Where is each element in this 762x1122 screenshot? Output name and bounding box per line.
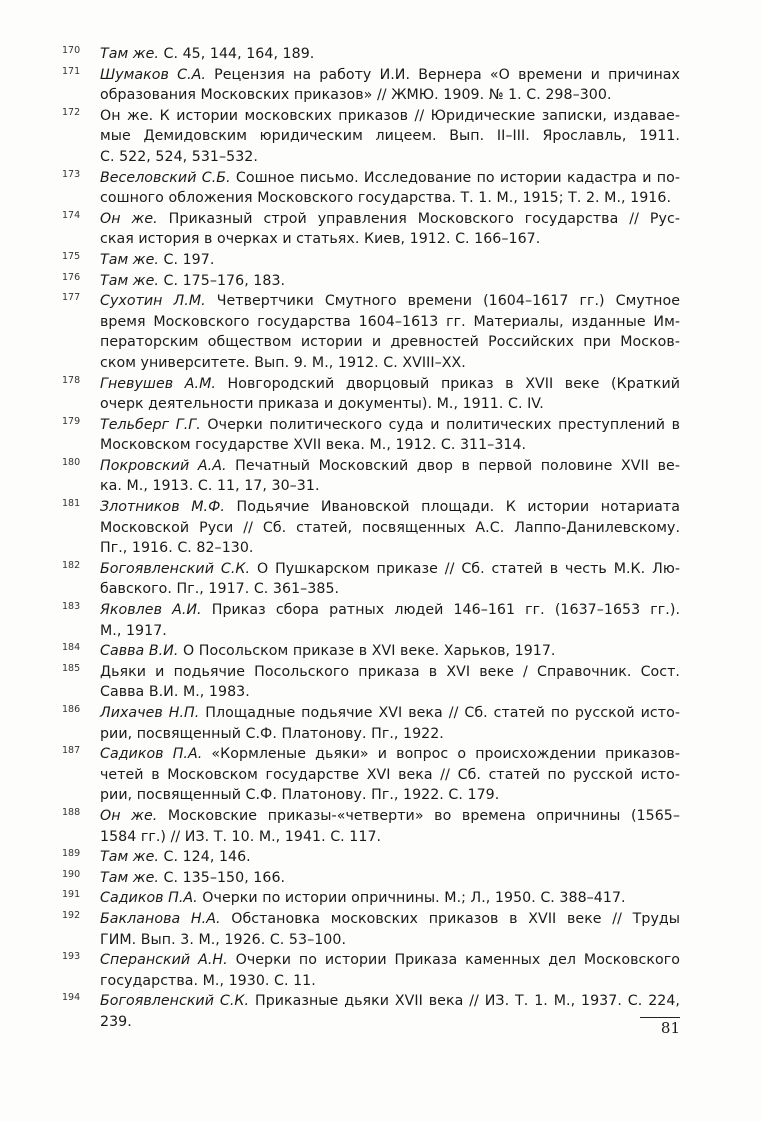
author-name: Яковлев А.И. (100, 602, 202, 619)
endnote-line (100, 188, 680, 209)
endnote-number: 186 (62, 704, 81, 715)
endnote-line (100, 827, 680, 848)
endnote (62, 600, 680, 641)
endnote-number: 188 (62, 806, 81, 818)
citation-text: государства. М., 1930. С. 11. (100, 972, 316, 989)
endnote-text (100, 806, 680, 847)
author-name: Сперанский А.Н. (100, 952, 228, 969)
endnote-text (100, 65, 680, 106)
citation-text: Приказ сбора ратных людей 146–161 гг. (1637–1653 гг.). (201, 602, 680, 619)
citation-text: Пг., 1916. С. 82–130. (100, 540, 254, 557)
citation-text: Печатный Московский двор в первой половине XVII ве- (226, 457, 681, 474)
endnote-text (100, 991, 680, 1032)
citation-text: очерк деятельности приказа и документы). М., 1911. С. IV. (100, 396, 544, 413)
endnote-line (100, 641, 680, 662)
endnote (62, 703, 680, 744)
endnote-line (100, 559, 680, 580)
endnote (62, 497, 680, 559)
endnote-number: 173 (62, 168, 81, 180)
endnote-line (100, 497, 680, 518)
endnote (62, 168, 680, 209)
endnote-line (100, 600, 680, 621)
endnote (62, 662, 680, 703)
endnote-line (100, 888, 680, 909)
endnote-line (100, 250, 680, 271)
citation-text: 1584 гг.) // ИЗ. Т. 10. М., 1941. С. 117. (100, 828, 382, 845)
endnote-text (100, 374, 680, 415)
citation-text: сошного обложения Московского государства. Т. 1. М., 1915; Т. 2. М., 1916. (100, 190, 672, 207)
citation-text: С. 135–150, 166. (158, 869, 286, 886)
citation-text: М., 1917. (100, 622, 167, 639)
endnote-line (100, 930, 680, 951)
endnote-line (100, 579, 680, 600)
endnote-number: 178 (62, 374, 81, 386)
endnote (62, 950, 680, 991)
endnote (62, 44, 680, 65)
endnote-number: 174 (62, 209, 81, 221)
citation-text: рии, посвященный С.Ф. Платонову. Пг., 1922. (100, 725, 444, 742)
endnote (62, 65, 680, 106)
endnote (62, 744, 680, 806)
endnote (62, 909, 680, 950)
endnote (62, 641, 680, 662)
endnote-number: 181 (62, 498, 81, 510)
endnote-line (100, 724, 680, 745)
citation-text: Московские приказы-«четверти» во времена опричнины (1565– (157, 807, 680, 824)
endnote-text (100, 600, 680, 641)
citation-text: Площадные подьячие XVI века // Сб. статей по русской исто- (199, 705, 680, 721)
author-name: Веселовский С.Б. (100, 169, 231, 186)
endnote-line (100, 950, 680, 971)
author-name: Гневушев А.М. (100, 375, 216, 392)
author-name: Там же. (100, 869, 159, 886)
author-name: Сухотин Л.М. (100, 293, 206, 310)
endnote-number: 183 (62, 601, 81, 613)
endnote-text (100, 209, 680, 250)
citation-text: ском университете. Вып. 9. М., 1912. С. XVIII–XX. (100, 354, 466, 371)
endnote-number: 179 (62, 415, 81, 427)
endnote-line (100, 312, 680, 333)
citation-text: образования Московских приказов» // ЖМЮ. 1909. № 1. С. 298–300. (100, 87, 612, 104)
endnote-text (100, 950, 680, 991)
endnote-number: 180 (62, 456, 81, 468)
author-name: Савва В.И. (100, 643, 179, 660)
author-name: Покровский А.А. (100, 457, 227, 474)
citation-text: О Пушкарском приказе // Сб. статей в честь М.К. Лю- (250, 560, 680, 577)
citation-text: ка. М., 1913. С. 11, 17, 30–31. (100, 478, 320, 495)
endnote-number: 189 (62, 848, 81, 860)
endnote-number: 193 (62, 951, 81, 963)
endnote-text (100, 250, 680, 271)
endnote-number: 175 (62, 250, 81, 262)
endnote-line (100, 44, 680, 65)
author-name: Злотников М.Ф. (100, 499, 225, 516)
endnote-number: 172 (62, 106, 81, 118)
endnote-text (100, 662, 680, 703)
endnote-line (100, 65, 680, 86)
endnote-line (100, 209, 680, 230)
endnote-text (100, 559, 680, 600)
author-name: Садиков П.А. (100, 746, 203, 763)
endnote (62, 868, 680, 889)
citation-text: Приказные дьяки XVII века // ИЗ. Т. 1. М., 1937. С. 224, (249, 993, 680, 1010)
endnote-text (100, 106, 680, 168)
citation-text: ГИМ. Вып. 3. М., 1926. С. 53–100. (100, 931, 347, 948)
endnote-text (100, 744, 680, 806)
endnote-number: 170 (62, 45, 81, 56)
endnote-line (100, 991, 680, 1012)
endnote-number: 185 (62, 662, 81, 674)
endnote-line (100, 147, 680, 168)
endnote-line (100, 271, 680, 292)
author-name: Садиков П.А. (100, 890, 198, 907)
citation-text: С. 197. (158, 251, 215, 268)
citation-text: рии, посвященный С.Ф. Платонову. Пг., 1922. С. 179. (100, 787, 500, 804)
citation-text: Он же. К истории московских приказов // Юридические записки, издавае- (100, 107, 680, 124)
endnote-line (100, 765, 680, 786)
endnote-number: 184 (62, 642, 81, 654)
endnote-text (100, 703, 680, 744)
page-number: 81 (660, 1019, 680, 1037)
endnote-text (100, 847, 680, 868)
endnote-text (100, 909, 680, 950)
endnote-line (100, 229, 680, 250)
endnote (62, 991, 680, 1032)
author-name: Там же. (100, 272, 159, 289)
endnote-line (100, 1012, 680, 1033)
endnote-line (100, 353, 680, 374)
endnote-line (100, 476, 680, 497)
endnote-text (100, 415, 680, 456)
citation-text: С. 124, 146. (158, 849, 251, 866)
endnote-text (100, 291, 680, 373)
citation-text: «Кормленые дьяки» и вопрос о происхождении приказов- (202, 746, 681, 763)
citation-text: 239. (100, 1013, 132, 1030)
endnote-line (100, 85, 680, 106)
citation-text: Четвертчики Смутного времени (1604–1617 гг.) Смутное (205, 293, 680, 310)
endnote (62, 106, 680, 168)
endnote-line (100, 168, 680, 189)
endnote-line (100, 744, 680, 765)
endnote-number: 182 (62, 559, 81, 571)
endnote-line (100, 106, 680, 127)
author-name: Шумаков С.А. (100, 66, 206, 83)
citation-text: бавского. Пг., 1917. С. 361–385. (100, 581, 340, 598)
citation-text: Московской Руси // Сб. статей, посвященных А.С. Лаппо-Данилевскому. (100, 519, 680, 536)
endnote-number: 190 (62, 868, 81, 880)
author-name: Лихачев Н.П. (100, 705, 200, 721)
endnote-number: 187 (62, 745, 81, 757)
endnote (62, 291, 680, 373)
endnote-line (100, 971, 680, 992)
endnote-number: 176 (62, 271, 81, 283)
endnote-line (100, 394, 680, 415)
endnote-line (100, 847, 680, 868)
endnote-number: 192 (62, 909, 81, 921)
citation-text: Очерки по истории опричнины. М.; Л., 1950. С. 388–417. (197, 890, 626, 907)
citation-text: Новгородский дворцовый приказ в XVII веке (Краткий (215, 375, 680, 392)
endnote-number: 171 (62, 65, 81, 77)
endnote-line (100, 332, 680, 353)
endnote-number: 194 (62, 992, 81, 1004)
endnote-line (100, 909, 680, 930)
author-name: Там же. (100, 849, 159, 866)
citation-text: ператорским обществом истории и древностей Российских при Москов- (100, 334, 680, 351)
endnote-line (100, 868, 680, 889)
author-name: Богоявленский С.К. (100, 560, 251, 577)
citation-text: ская история в очерках и статьях. Киев, 1912. С. 166–167. (100, 231, 541, 248)
endnote-line (100, 435, 680, 456)
endnote (62, 250, 680, 271)
endnote-text (100, 888, 680, 909)
endnote-text (100, 868, 680, 889)
citation-text: Дьяки и подьячие Посольского приказа в XVI веке / Справочник. Сост. (100, 663, 680, 680)
citation-text: время Московского государства 1604–1613 гг. Материалы, изданные Им- (100, 313, 680, 330)
endnote-line (100, 785, 680, 806)
citation-text: Очерки по истории Приказа каменных дел Московского (227, 952, 680, 969)
endnote-line (100, 682, 680, 703)
endnotes-list (62, 44, 680, 1033)
endnote-line (100, 415, 680, 436)
author-name: Он же. (100, 210, 158, 227)
endnote-text (100, 641, 680, 662)
endnote-text (100, 168, 680, 209)
citation-text: Савва В.И. М., 1983. (100, 684, 250, 701)
endnote (62, 559, 680, 600)
endnote-text (100, 44, 680, 65)
author-name: Тельберг Г.Г. (100, 416, 201, 433)
endnote-line (100, 126, 680, 147)
citation-text: С. 175–176, 183. (158, 272, 286, 289)
citation-text: Обстановка московских приказов в XVII веке // Труды (220, 910, 681, 927)
citation-text: четей в Московском государстве XVI века // Сб. статей по русской исто- (100, 766, 680, 783)
endnote (62, 415, 680, 456)
citation-text: Рецензия на работу И.И. Вернера «О времени и причинах (205, 66, 680, 83)
endnote-text (100, 271, 680, 292)
author-name: Он же. (100, 807, 158, 824)
author-name: Там же. (100, 251, 159, 268)
endnote-line (100, 291, 680, 312)
endnote (62, 271, 680, 292)
endnote (62, 806, 680, 847)
endnote-line (100, 374, 680, 395)
citation-text: Приказный строй управления Московского государства // Рус- (157, 210, 681, 227)
endnote (62, 456, 680, 497)
endnote-text (100, 497, 680, 559)
endnote-line (100, 518, 680, 539)
endnote-line (100, 662, 680, 683)
endnote (62, 888, 680, 909)
citation-text: С. 45, 144, 164, 189. (158, 46, 315, 62)
citation-text: Московском государстве XVII века. М., 1912. С. 311–314. (100, 437, 527, 454)
citation-text: Подьячие Ивановской площади. К истории нотариата (224, 499, 680, 516)
endnote-line (100, 703, 680, 724)
endnote-line (100, 806, 680, 827)
author-name: Там же. (100, 46, 159, 62)
endnote-line (100, 456, 680, 477)
endnote (62, 374, 680, 415)
endnote-line (100, 538, 680, 559)
endnote-number: 177 (62, 292, 81, 304)
citation-text: О Посольском приказе в XVI веке. Харьков, 1917. (178, 643, 556, 660)
endnote (62, 847, 680, 868)
citation-text: Очерки политического суда и политических преступлений в (200, 416, 680, 433)
citation-text: Сошное письмо. Исследование по истории кадастра и по- (230, 169, 680, 186)
citation-text: мые Демидовским юридическим лицеем. Вып. II–III. Ярославль, 1911. (100, 128, 680, 145)
endnote-line (100, 621, 680, 642)
endnote-number: 191 (62, 889, 81, 901)
citation-text: С. 522, 524, 531–532. (100, 148, 258, 165)
author-name: Богоявленский С.К. (100, 993, 250, 1010)
endnote (62, 209, 680, 250)
endnote-text (100, 456, 680, 497)
author-name: Бакланова Н.А. (100, 910, 221, 927)
